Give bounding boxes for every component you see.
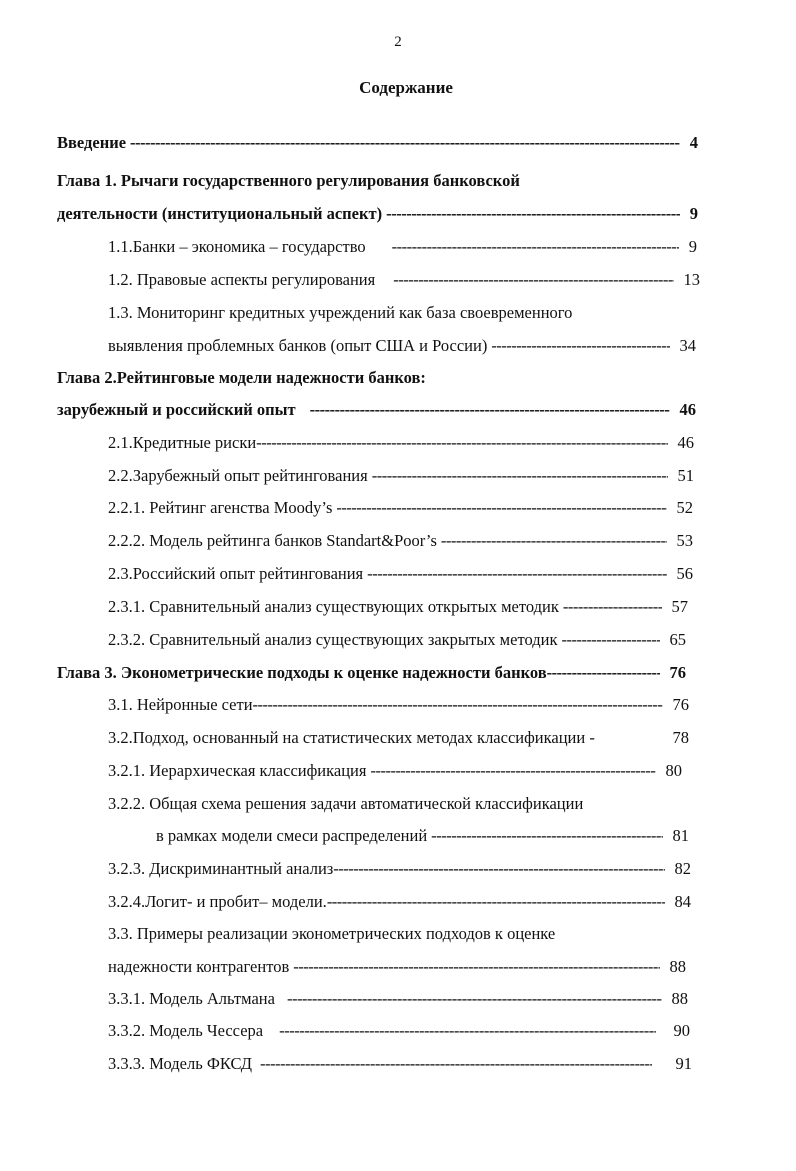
dot-leader	[392, 236, 679, 258]
toc-entry-page: 4	[689, 133, 698, 152]
dot-leader	[327, 891, 665, 913]
dot-leader	[336, 497, 666, 519]
dot-leader	[130, 132, 680, 154]
toc-entry-3-3-line-1[interactable]	[108, 923, 555, 945]
dot-leader	[367, 563, 666, 585]
toc-entry-label: 2.2.1. Рейтинг агенства Moody’s	[108, 498, 333, 517]
toc-entry-1-1[interactable]	[108, 236, 697, 258]
toc-entry-3-3-1[interactable]	[108, 988, 688, 1010]
toc-entry-page: 57	[671, 597, 688, 616]
toc-entry-label: деятельности (институциональный аспект)	[57, 204, 383, 223]
toc-entry-label: 3.3.2. Модель Чессера	[108, 1021, 264, 1040]
toc-entry-2-3-1[interactable]	[108, 596, 688, 618]
dot-leader	[260, 1053, 652, 1075]
toc-entry-1-2[interactable]	[108, 269, 700, 291]
toc-entry-label: 2.2.2. Модель рейтинга банков Standart&Poor’s	[108, 531, 437, 550]
toc-entry-label: зарубежный и российский опыт	[57, 400, 296, 419]
dot-leader	[441, 530, 667, 552]
toc-entry-chapter-1-line-1[interactable]	[57, 170, 520, 192]
dot-leader	[310, 399, 670, 421]
toc-entry-label: 2.2.Зарубежный опыт рейтингования	[108, 466, 368, 485]
toc-entry-page: 82	[674, 859, 691, 878]
toc-entry-label: 3.2.2. Общая схема решения задачи автоматической классификации	[108, 794, 584, 813]
toc-entry-page: 80	[665, 761, 682, 780]
dot-leader	[431, 825, 662, 847]
toc-entry-label: 3.2.Подход, основанный на статистических методах классификации -	[108, 728, 595, 747]
toc-entry-page: 88	[671, 989, 688, 1008]
toc-entry-3-3-3[interactable]	[108, 1053, 692, 1075]
toc-entry-label: Глава 1. Рычаги государственного регулирования банковской	[57, 171, 520, 190]
toc-entry-3-2-1[interactable]	[108, 760, 682, 782]
toc-entry-2-2-2[interactable]	[108, 530, 693, 552]
toc-entry-label: Глава 2.Рейтинговые модели надежности банков:	[57, 368, 426, 387]
toc-entry-label: в рамках модели смеси распределений	[156, 826, 428, 845]
toc-entry-2-2-1[interactable]	[108, 497, 693, 519]
toc-entry-label: 1.2. Правовые аспекты регулирования	[108, 270, 376, 289]
toc-entry-page: 56	[676, 564, 693, 583]
dot-leader	[279, 1020, 655, 1042]
toc-entry-label: Глава 3. Эконометрические подходы к оценке надежности банков	[57, 663, 547, 682]
dot-leader	[253, 694, 663, 716]
dot-leader	[370, 760, 655, 782]
toc-entry-page: 13	[683, 270, 700, 289]
toc-entry-label: 3.1. Нейронные сети	[108, 695, 253, 714]
toc-entry-page: 84	[674, 892, 691, 911]
toc-entry-label: 3.2.1. Иерархическая классификация	[108, 761, 367, 780]
toc-entry-2-3-2[interactable]	[108, 629, 686, 651]
toc-entry-3-2-2-line-1[interactable]	[108, 793, 583, 815]
dot-leader	[372, 465, 668, 487]
dot-leader	[256, 432, 667, 454]
toc-entry-page: 52	[676, 498, 693, 517]
toc-entry-page: 46	[677, 433, 694, 452]
toc-entry-label: 1.1.Банки – экономика – государство	[108, 237, 366, 256]
toc-entry-chapter-2-line-1[interactable]	[57, 367, 426, 389]
toc-entry-label: 2.3.2. Сравнительный анализ существующих закрытых методик	[108, 630, 558, 649]
dot-leader	[386, 203, 680, 225]
toc-entry-label: 3.3.3. Модель ФКСД	[108, 1054, 252, 1073]
toc-entry-1-3[interactable]	[108, 335, 696, 357]
toc-entry-page: 90	[673, 1021, 690, 1040]
toc-entry-3-3[interactable]	[108, 956, 686, 978]
toc-entry-3-1[interactable]	[108, 694, 689, 716]
toc-entry-page: 34	[679, 336, 696, 355]
toc-entry-label: выявления проблемных банков (опыт США и России)	[108, 336, 488, 355]
toc-entry-2-3[interactable]	[108, 563, 693, 585]
dot-leader	[561, 629, 659, 651]
toc-entry-label: 1.3. Мониторинг кредитных учреждений как база своевременного	[108, 303, 573, 322]
toc-entry-page: 78	[672, 728, 689, 747]
toc-entry-page: 46	[679, 400, 696, 419]
toc-entry-3-3-2[interactable]	[108, 1020, 690, 1042]
toc-entry-page: 76	[672, 695, 689, 714]
toc-entry-page: 81	[672, 826, 689, 845]
toc-entry-label: 3.3.1. Модель Альтмана	[108, 989, 275, 1008]
toc-entry-page: 65	[669, 630, 686, 649]
toc-entry-label: 3.2.3. Дискриминантный анализ	[108, 859, 334, 878]
toc-entry-chapter-1[interactable]	[57, 203, 698, 225]
toc-entry-label: 2.3.1. Сравнительный анализ существующих открытых методик	[108, 597, 559, 616]
toc-entry-page: 9	[688, 237, 697, 256]
toc-entry-introduction[interactable]	[57, 132, 698, 154]
dot-leader	[547, 662, 660, 684]
dot-leader	[491, 335, 669, 357]
dot-leader	[293, 956, 659, 978]
toc-entry-chapter-3[interactable]	[57, 662, 686, 684]
toc-entry-label: 3.3. Примеры реализации эконометрических подходов к оценке	[108, 924, 556, 943]
toc-entry-label: 2.1.Кредитные риски	[108, 433, 257, 452]
toc-entry-2-1[interactable]	[108, 432, 694, 454]
toc-entry-label: надежности контрагентов	[108, 957, 290, 976]
toc-entry-page: 9	[689, 204, 698, 223]
toc-entry-page: 76	[669, 663, 686, 682]
toc-entry-label: 3.2.4.Логит- и пробит– модели.	[108, 892, 327, 911]
toc-entry-label: 2.3.Российский опыт рейтингования	[108, 564, 364, 583]
toc-entry-3-2-2[interactable]	[156, 825, 689, 847]
dot-leader	[287, 988, 662, 1010]
page-number: 2	[394, 34, 402, 50]
toc-entry-page: 51	[677, 466, 694, 485]
dot-leader	[333, 858, 664, 880]
toc-entry-label: Введение	[57, 133, 127, 152]
dot-leader	[563, 596, 662, 618]
toc-entry-chapter-2[interactable]	[57, 399, 696, 421]
toc-entry-3-2-3[interactable]	[108, 858, 691, 880]
toc-entry-3-2-4[interactable]	[108, 891, 691, 913]
page-title: Содержание	[359, 78, 453, 97]
toc-entry-page: 88	[669, 957, 686, 976]
toc-entry-page: 91	[675, 1054, 692, 1073]
toc-entry-3-2[interactable]	[108, 727, 689, 749]
toc-entry-1-3-line-1[interactable]	[108, 302, 572, 324]
toc-entry-2-2[interactable]	[108, 465, 694, 487]
toc-entry-page: 53	[676, 531, 693, 550]
dot-leader	[393, 269, 673, 291]
